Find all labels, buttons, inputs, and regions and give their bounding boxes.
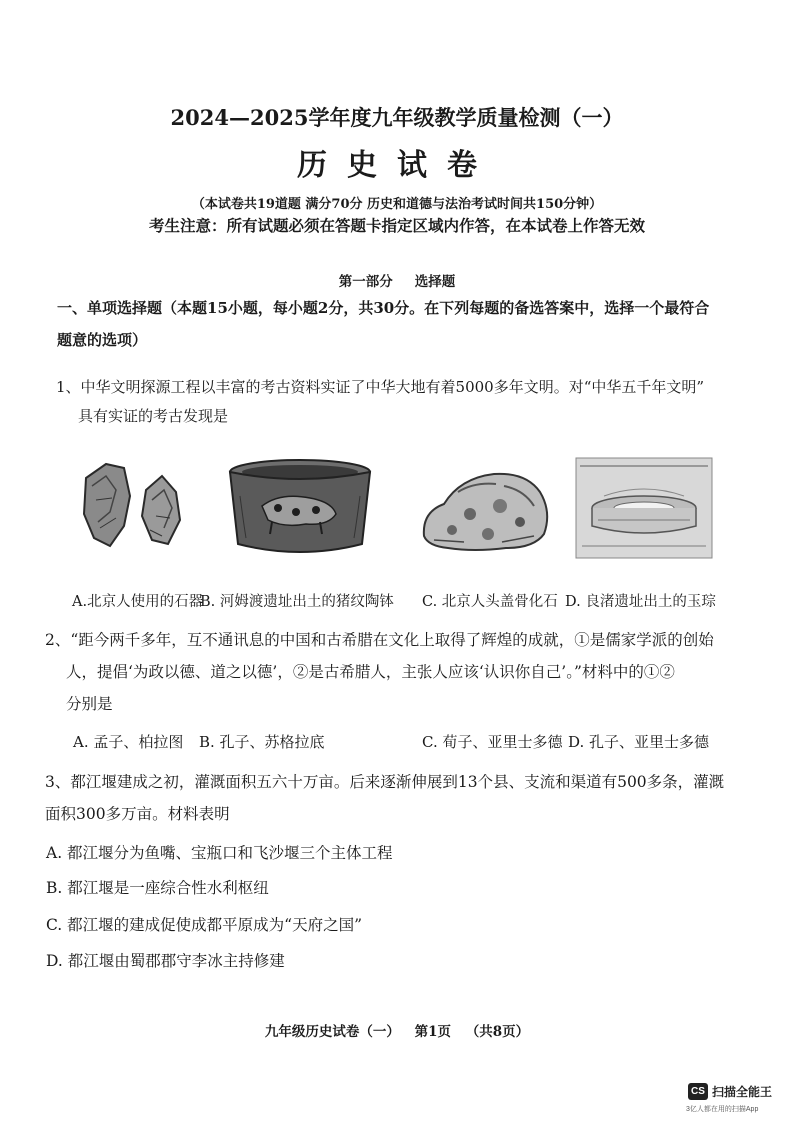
q2-stem bbox=[45, 624, 765, 720]
q3-option-a: A. 都江堰分为鱼嘴、宝瓶口和飞沙堰三个主体工程 bbox=[46, 844, 393, 862]
q3-stem bbox=[45, 766, 765, 830]
footer-exam-name: 九年级历史试卷（一） bbox=[264, 1024, 400, 1040]
q2-option-c: C. 荀子、亚里士多德 bbox=[422, 733, 563, 751]
q2-option-d: D. 孔子、亚里士多德 bbox=[568, 733, 710, 751]
section-part: 第一部分 bbox=[338, 274, 393, 290]
q3-stem-line-1: 3、都江堰建成之初，灌溉面积五六十万亩。后来逐渐伸展到13个县、支流和渠道有500多条，灌溉 bbox=[45, 773, 725, 791]
watermark-tagline: 3亿人都在用的扫描App bbox=[686, 1106, 759, 1113]
q1-stem-line-2: 具有实证的考古发现是 bbox=[78, 407, 229, 425]
q2-stem-line-1: 2、“距今两千多年，互不通讯息的中国和古希腊在文化上取得了辉煌的成就，①是儒家学派的创始 bbox=[45, 631, 714, 649]
q1-option-d: D. 良渚遗址出土的玉琮 bbox=[565, 594, 716, 610]
instructions bbox=[57, 292, 747, 356]
q1-option-c: C. 北京人头盖骨化石 bbox=[422, 594, 558, 610]
section-heading bbox=[0, 270, 794, 290]
stone-tools-image bbox=[76, 456, 188, 556]
scanner-watermark bbox=[688, 1083, 772, 1100]
instructions-line-2: 题意的选项） bbox=[57, 331, 148, 349]
q1-option-a: A.北京人使用的石器 bbox=[72, 594, 204, 610]
q1-stem-line-1: 1、中华文明探源工程以丰富的考古资料实证了中华大地有着5000多年文明。对“中华五千年文明” bbox=[56, 378, 705, 396]
instructions-line-1: 一、单项选择题（本题15小题，每小题2分，共30分。在下列每题的备选答案中，选择一个最符合 bbox=[57, 299, 710, 317]
q2-stem-line-3: 分别是 bbox=[66, 695, 113, 713]
camscanner-logo-icon: CS bbox=[688, 1083, 708, 1100]
watermark-app-name: 扫描全能王 bbox=[712, 1085, 773, 1099]
q2-stem-line-2: 人，提倡‘为政以德、道之以德’，②是古希腊人，主张人应该‘认识你自己’。”材料中的①② bbox=[66, 663, 675, 681]
exam-note: （本试卷共19道题 满分70分 历史和道德与法治考试时间共150分钟） bbox=[191, 197, 603, 212]
skull-fossil-image bbox=[414, 456, 556, 560]
q3-option-d: D. 都江堰由蜀郡郡守李冰主持修建 bbox=[46, 952, 285, 970]
q3-option-b: B. 都江堰是一座综合性水利枢纽 bbox=[46, 879, 269, 897]
section-name: 选择题 bbox=[414, 274, 456, 290]
footer-page-number: 第1页 bbox=[414, 1024, 451, 1040]
page-footer bbox=[0, 1020, 794, 1040]
exam-subject: 历史试卷 bbox=[297, 148, 497, 183]
q1-option-b: B. 河姆渡遗址出土的猪纹陶钵 bbox=[200, 594, 394, 610]
jade-cong-image bbox=[574, 456, 714, 560]
q3-stem-line-2: 面积300多万亩。材料表明 bbox=[45, 805, 230, 823]
q2-option-b: B. 孔子、苏格拉底 bbox=[199, 733, 325, 751]
footer-page-total: （共8页） bbox=[465, 1024, 530, 1040]
exam-title: 2024—2025学年度九年级教学质量检测（一） bbox=[170, 105, 624, 130]
q2-option-a: A. 孟子、柏拉图 bbox=[73, 733, 184, 751]
pottery-bowl-image bbox=[224, 456, 376, 560]
exam-notice: 考生注意：所有试题必须在答题卡指定区域内作答，在本试卷上作答无效 bbox=[148, 216, 645, 235]
q3-option-c: C. 都江堰的建成促使成都平原成为“天府之国” bbox=[46, 916, 363, 934]
